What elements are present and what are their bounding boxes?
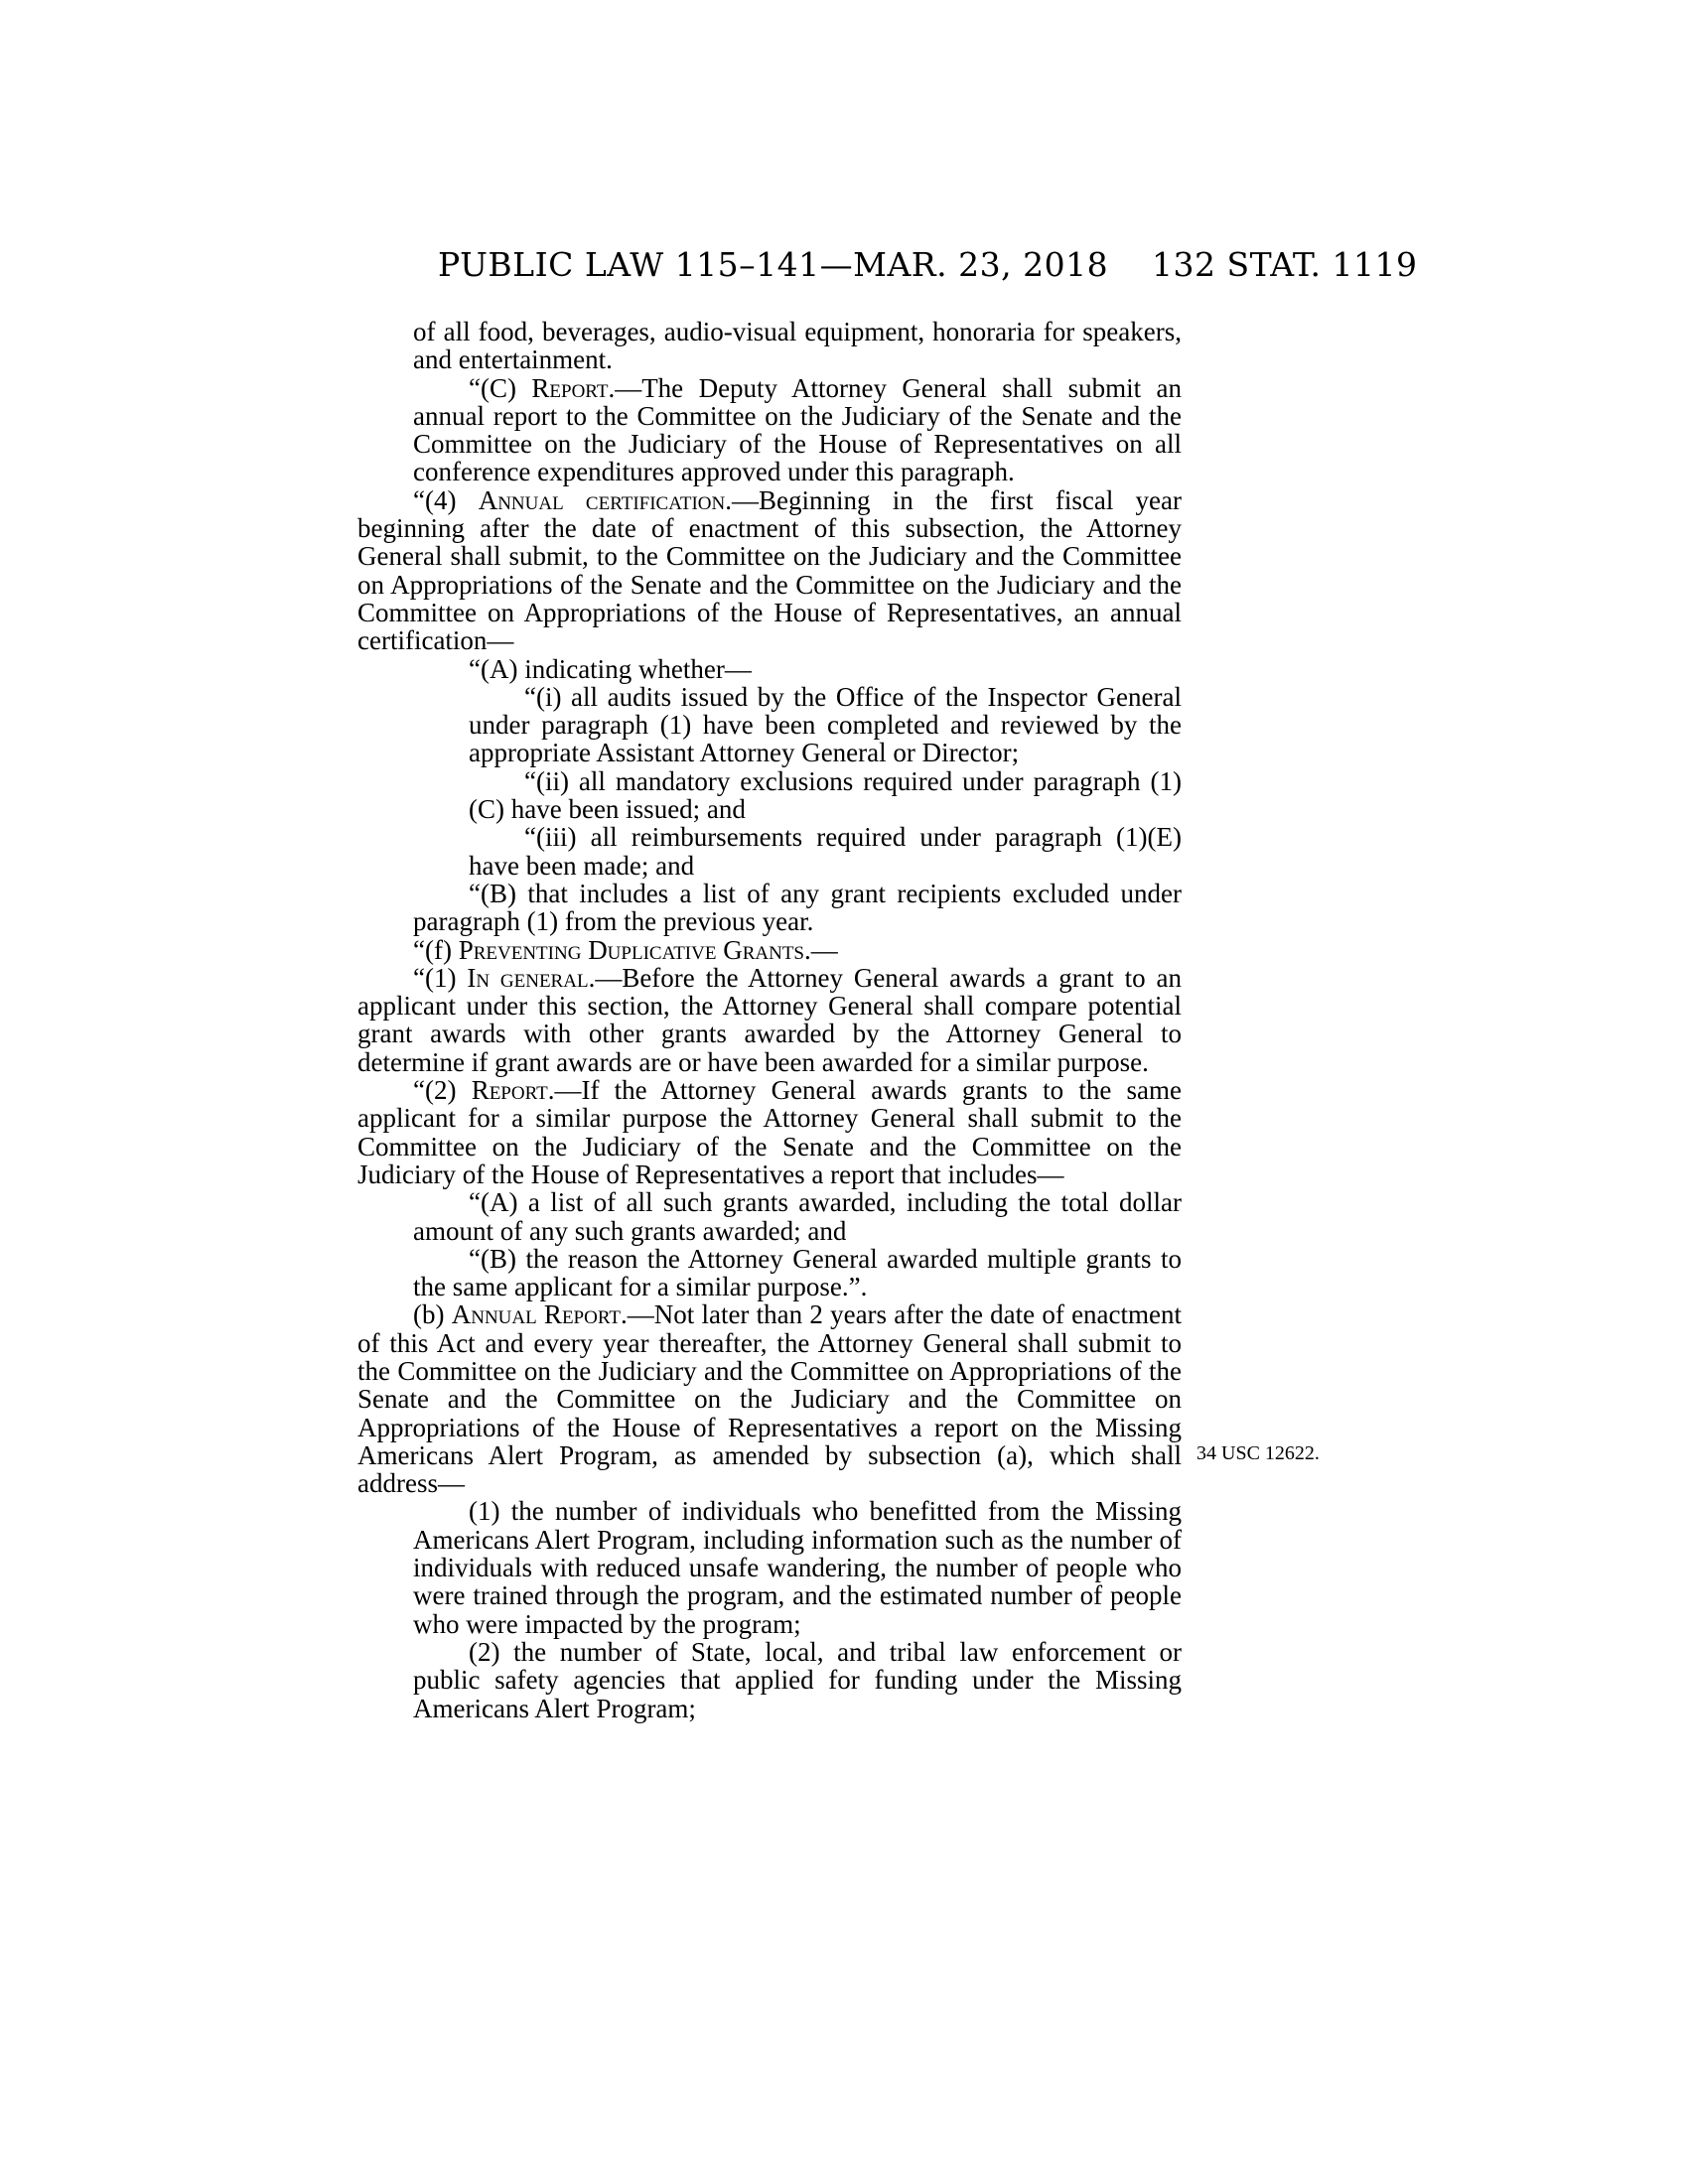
paragraph-f-heading: “(f) Preventing Duplicative Grants.— — [413, 934, 838, 965]
paragraph-a-indicating: “(A) indicating whether— — [469, 653, 752, 684]
paragraph-b-reason: “(B) the reason the Attorney General awarded multiple grants to the same applicant for a similar purpose.”. — [413, 1243, 1182, 1302]
paragraph-b-list: “(B) that includes a list of any grant recipients excluded under paragraph (1) from the previous year. — [413, 878, 1182, 937]
paragraph-iii-reimbursements: “(iii) all reimbursements required under paragraph (1)(E) have been made; and — [469, 822, 1182, 881]
paragraph-4-annual-certification: “(4) Annual certification.—Beginning in the first fiscal year beginning after the date of enactment of this subsection, the Attorney General shall submit, to the Committee on the Judiciary and the Committee on Appropriations of the Senate and the Committee on the Judiciary and the Committee on Appropriations of the House of Representatives, an annual certification— — [357, 484, 1183, 656]
paragraph-2-report: “(2) Report.—If the Attorney General awards grants to the same applicant for a similar purpose the Attorney General shall submit to the Committee on the Judiciary of the Senate and the Committee on the Judiciary of the House of Representatives a report that includes— — [357, 1075, 1183, 1189]
usc-margin-note: 34 USC 12622. — [1196, 1442, 1320, 1464]
paragraph-b-annual-report: (b) Annual Report.—Not later than 2 years after the date of enactment of this Act and every year thereafter, the Attorney General shall submit to the Committee on the Judiciary and the Committee on Appropriations of the Senate and the Committee on the Judiciary and the Committee on Appropriations of the House of Representatives a report on the Missing Americans Alert Program, as amended by subsection (a), which shall address— — [357, 1299, 1183, 1499]
statute-page-number: 132 STAT. 1119 — [1152, 245, 1418, 284]
paragraph-ii-exclusions: “(ii) all mandatory exclusions required under paragraph (1)(C) have been issued; and — [469, 765, 1182, 825]
paragraph-continuation: of all food, beverages, audio-visual equipment, honoraria for speakers, and entertainment. — [413, 317, 1182, 375]
paragraph-a-list-of-grants: “(A) a list of all such grants awarded, including the total dollar amount of any such grants awarded; and — [413, 1187, 1182, 1246]
paragraph-2-number-of-agencies: (2) the number of State, local, and tribal law enforcement or public safety agencies that applied for funding under the Missing Americans Alert Program; — [413, 1636, 1182, 1723]
paragraph-1-number-of-individuals: (1) the number of individuals who benefitted from the Missing Americans Alert Program, including information such as the number of individuals with reduced unsafe wandering, the number of people who were trained through the program, and the estimated number of people who were impacted by the program; — [413, 1496, 1182, 1639]
paragraph-i-audits: “(i) all audits issued by the Office of the Inspector General under paragraph (1) have been completed and reviewed by the appropriate Assistant Attorney General or Director; — [469, 681, 1182, 768]
document-body — [357, 318, 1182, 1722]
paragraph-1-in-general: “(1) In general.—Before the Attorney General awards a grant to an applicant under this section, the Attorney General shall compare potential grant awards with other grants awarded by the Attorney General to determine if grant awards are or have been awarded for a similar purpose. — [357, 962, 1182, 1077]
paragraph-c-report: “(C) Report.—The Deputy Attorney General shall submit an annual report to the Committee on the Judiciary of the Senate and the Committee on the Judiciary of the House of Representatives on all conference expenditures approved under this paragraph. — [413, 372, 1182, 487]
running-header-title: PUBLIC LAW 115–141—MAR. 23, 2018 — [438, 245, 1109, 284]
